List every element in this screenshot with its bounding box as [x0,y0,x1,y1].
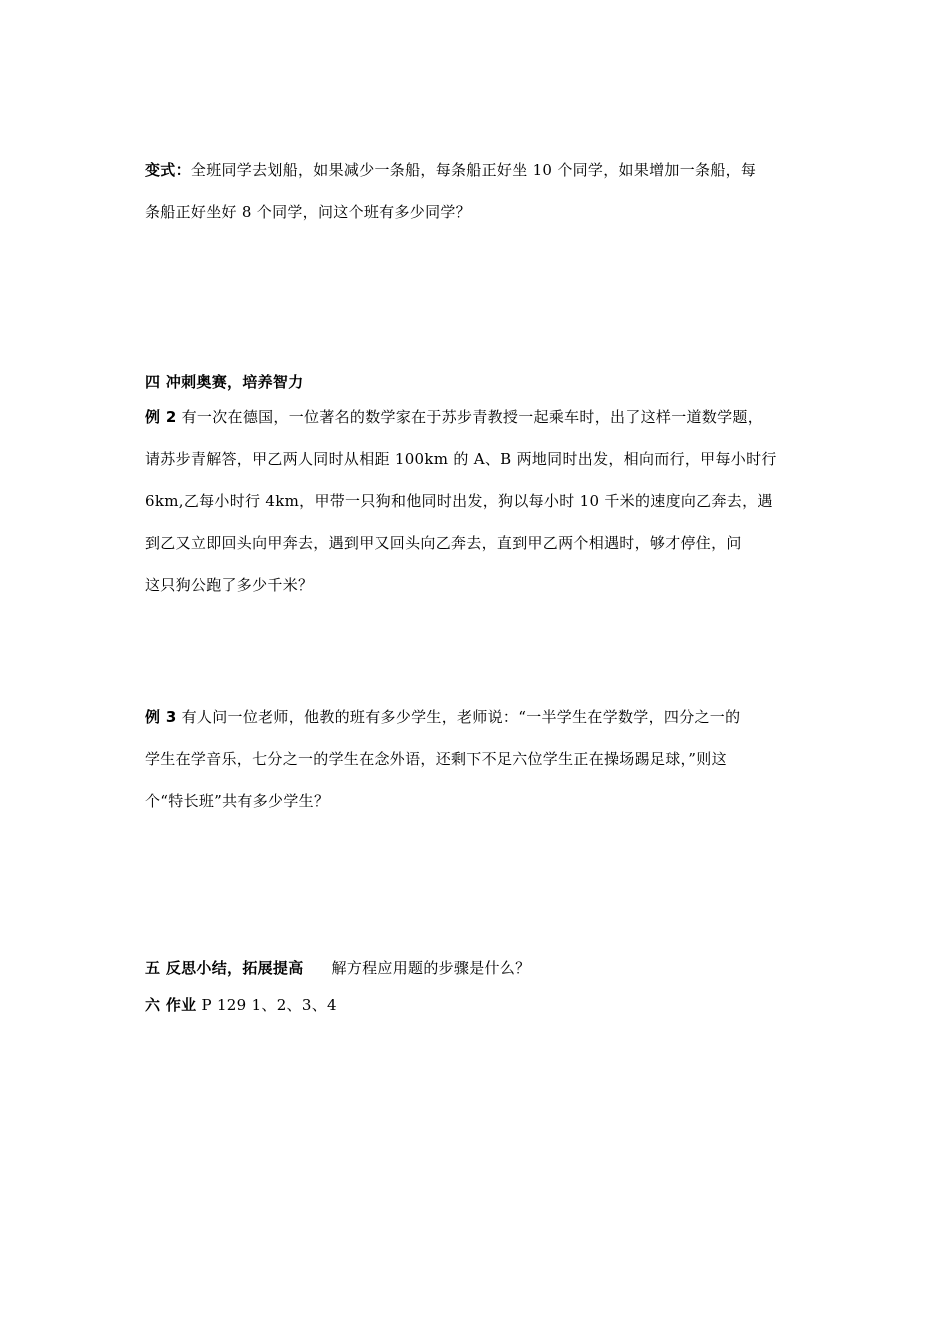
example-2-label: 例 2 [145,408,177,426]
variant-line-2: 条船正好坐好 8 个同学，问这个班有多少同学？ [145,203,471,221]
example-2 [145,396,815,606]
section-6 [145,984,815,1026]
variant-text-1: 全班同学去划船，如果减少一条船，每条船正好坐 10 个同学，如果增加一条船，每 [190,161,757,179]
example-2-line-3: 6km,乙每小时行 4km，甲带一只狗和他同时出发，狗以每小时 10 千米的速度向乙奔去，遇 [145,492,773,510]
example-2-line-5: 这只狗公跑了多少千米？ [145,576,314,594]
section-6-heading: 六 作业 [145,996,197,1014]
example-3-text-1: 有人问一位老师，他教的班有多少学生，老师说：“一半学生在学数学，四分之一的 [176,708,741,726]
example-3-line-1 [145,696,815,738]
example-3-line-2: 学生在学音乐，七分之一的学生在念外语，还剩下不足六位学生正在操场踢足球，”则这 [145,750,727,768]
section-5-line [145,947,815,989]
variant-line-1 [145,149,815,191]
section-4-heading: 四 冲刺奥赛，培养智力 [145,373,304,391]
section-5-heading: 五 反思小结，拓展提高 [145,959,304,977]
section-5-text: 解方程应用题的步骤是什么？ [331,959,531,977]
example-3-label: 例 3 [145,708,177,726]
example-3 [145,696,815,822]
example-2-text-1: 有一次在德国，一位著名的数学家在于苏步青教授一起乘车时，出了这样一道数学题， [176,408,764,426]
example-2-line-1 [145,396,815,438]
example-2-line-4: 到乙又立即回头向甲奔去，遇到甲又回头向乙奔去，直到甲乙两个相遇时，够才停住，问 [145,534,742,552]
variant-problem [145,149,815,233]
variant-label: 变式： [145,161,191,179]
section-6-text: P 129 1、2、3、4 [196,996,337,1014]
section-5 [145,947,815,989]
section-6-line [145,984,815,1026]
example-3-line-3: 个“特长班”共有多少学生？ [145,792,330,810]
example-2-line-2: 请苏步青解答，甲乙两人同时从相距 100km 的 A、B 两地同时出发，相向而行，甲每小时行 [145,450,777,468]
